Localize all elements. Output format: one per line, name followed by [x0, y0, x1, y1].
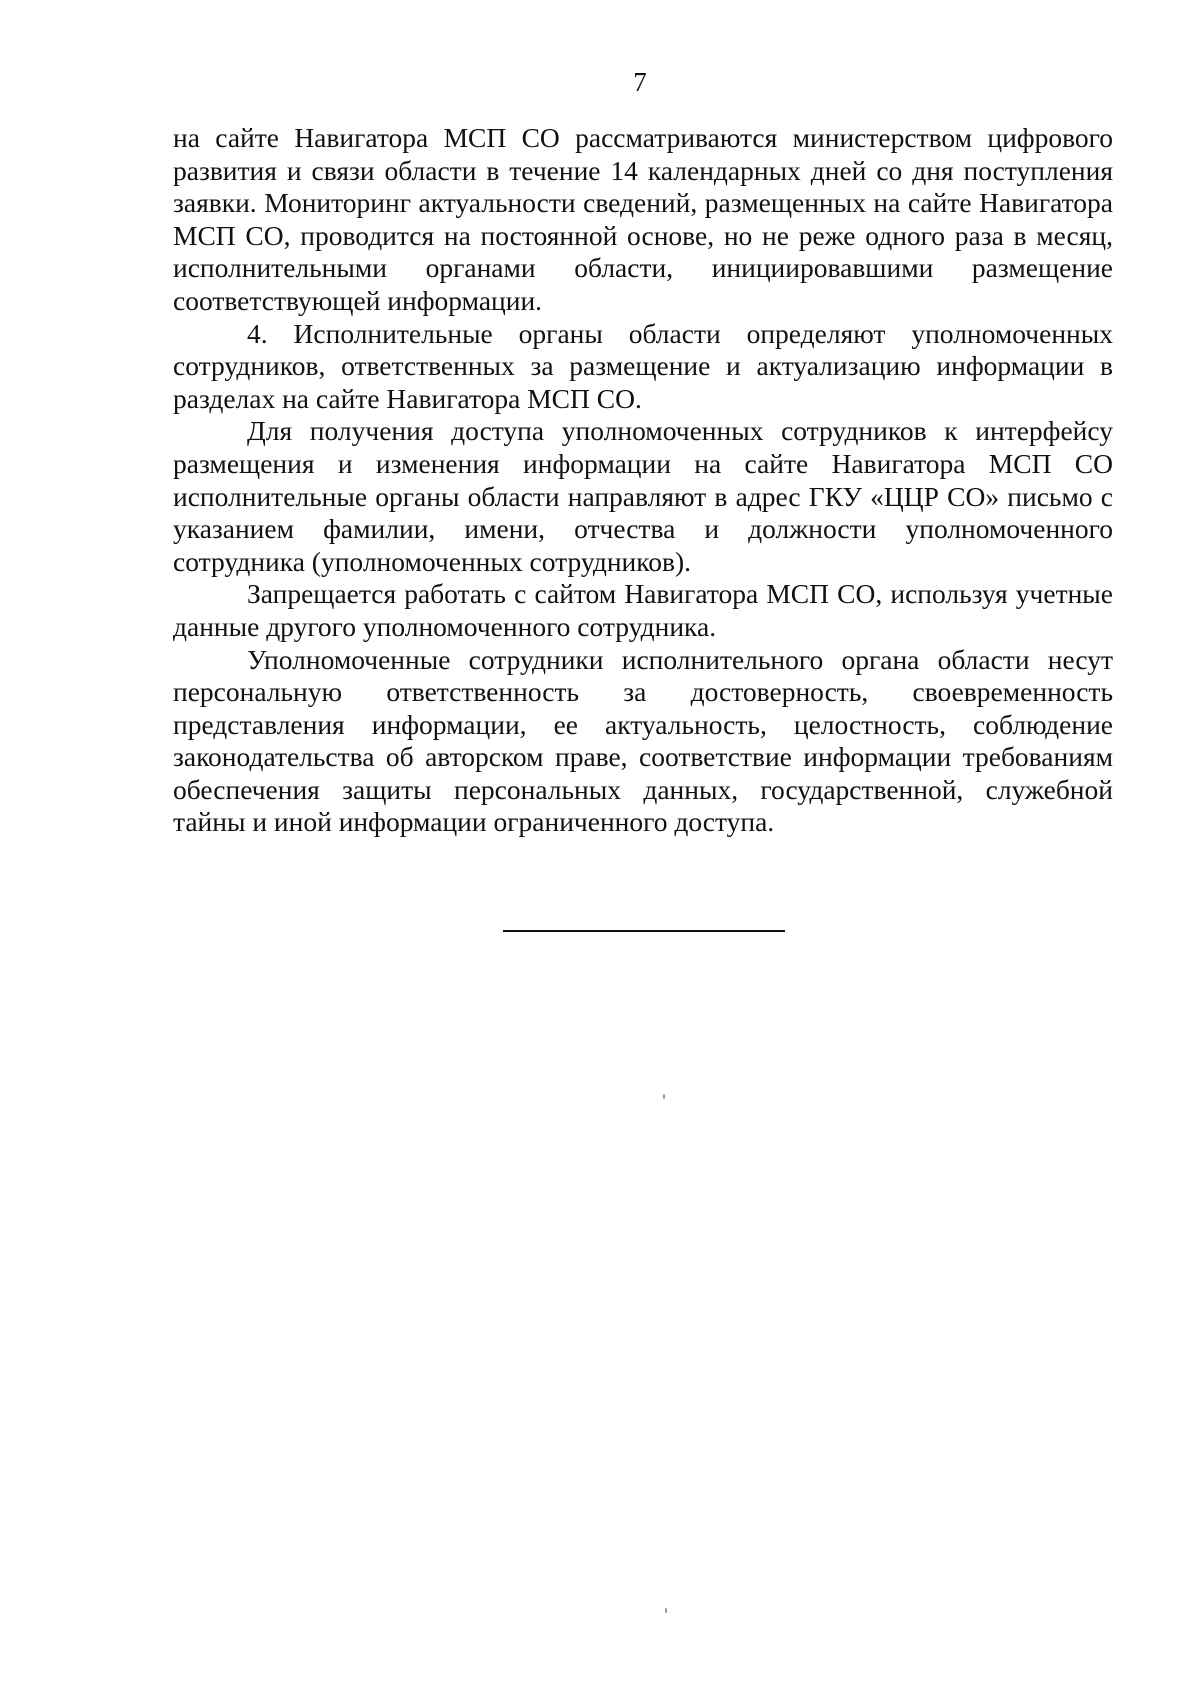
paragraph-continuation: на сайте Навигатора МСП СО рассматриваются министерством цифрового развития и связи области в течение 14 календарных дней со дня поступления заявки. Мониторинг актуальности сведений, размещенных на сайте Навигатора МСП СО, проводится на постоянной основе, но не реже одного раза в месяц, исполнительными органами области, инициировавшими размещение соответствующей информации. — [173, 122, 1113, 316]
paragraph-prohibition: Запрещается работать с сайтом Навигатора МСП СО, используя учетные данные другого уполномоченного сотрудника. — [173, 578, 1113, 642]
scan-speck — [663, 1094, 665, 1099]
page-number: 7 — [633, 67, 647, 97]
paragraph-responsibility: Уполномоченные сотрудники исполнительного органа области несут персональную ответственность за достоверность, своевременность представления информации, ее актуальность, целостность, соблюдение законодательства об авторском праве, соответствие информации требованиям обеспечения защиты персональных данных, государственной, служебной тайны и иной информации ограниченного доступа. — [173, 643, 1113, 838]
document-body — [173, 122, 1113, 839]
paragraph-access: Для получения доступа уполномоченных сотрудников к интерфейсу размещения и изменения информации на сайте Навигатора МСП СО исполнительные органы области направляют в адрес ГКУ «ЦЦР СО» письмо с указанием фамилии, имени, отчества и должности уполномоченного сотрудника (уполномоченных сотрудников). — [173, 415, 1113, 577]
paragraph-item-4: 4. Исполнительные органы области определяют уполномоченных сотрудников, ответственных за размещение и актуализацию информации в разделах на сайте Навигатора МСП СО. — [173, 317, 1113, 414]
scan-speck — [665, 1608, 667, 1613]
end-separator-line — [503, 930, 785, 932]
